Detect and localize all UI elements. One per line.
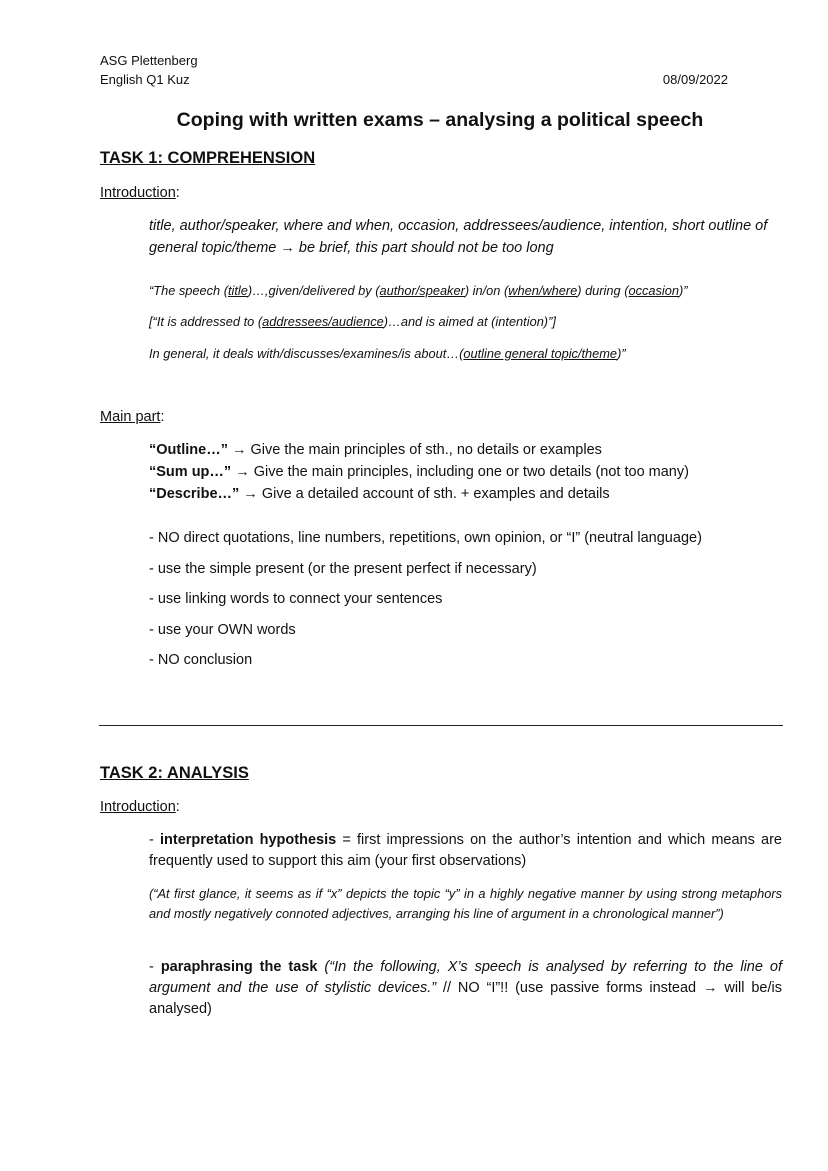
section-divider: [99, 725, 783, 726]
task1-example-sentence-1: [149, 282, 782, 300]
ex1-part: )…,given/delivered by (: [247, 283, 380, 298]
rule-item: - use your OWN words: [149, 622, 296, 638]
ex1-underlined: title: [227, 283, 248, 298]
task1-intro-elements: title, author/speaker, where and when, occasion, addressees/audience, intention, short outline of general topic/theme → be brief, this part should not be too long: [149, 218, 768, 256]
rule-item: - use the simple present (or the present perfect if necessary): [149, 561, 537, 577]
hypothesis-dash: -: [149, 832, 161, 848]
paraphrase-dash: -: [149, 959, 161, 975]
document-date: 08/09/2022: [662, 72, 728, 87]
task1-main-label: [100, 407, 164, 427]
ex3-part: In general, it deals with/discusses/examines/is about…(: [149, 346, 464, 361]
ex1-part: )”: [678, 283, 688, 298]
hypothesis-example: (“At first glance, it seems as if “x” depicts the topic “y” in a highly negative manner by using strong metaphors and mostly negatively connoted adjectives, arranging his line of argument in a chronological manner”): [149, 886, 782, 921]
ex2-part: )…and is aimed at (intention)”]: [383, 314, 556, 329]
rule-item: - use linking words to connect your sentences: [149, 591, 443, 607]
interpretation-hypothesis: [149, 830, 782, 872]
operator-sum-up: [149, 461, 782, 483]
school-name: ASG Plettenberg: [100, 53, 198, 68]
ex2-part: [“It is addressed to (: [149, 314, 263, 329]
paraphrasing-task: [149, 957, 782, 1020]
ex1-part: ) during (: [577, 283, 629, 298]
paraphrase-term: paraphrasing the task: [160, 959, 318, 975]
task2-heading: TASK 2: ANALYSIS: [100, 764, 249, 782]
page-title: Coping with written exams – analysing a political speech: [176, 109, 704, 131]
task1-example-sentence-2: [149, 313, 782, 331]
ex1-underlined: author/speaker: [379, 283, 465, 298]
operator-desc: → Give the main principles of sth., no details or examples: [227, 442, 602, 458]
task1-heading: TASK 1: COMPREHENSION: [100, 149, 316, 167]
task1-main-label-colon: :: [160, 409, 165, 425]
rule-item: - NO conclusion: [149, 652, 253, 668]
course-name: English Q1 Kuz: [100, 72, 190, 87]
operator-desc: → Give the main principles, including one or two details (not too many): [231, 464, 689, 480]
header-left: [100, 51, 198, 89]
operator-term: “Sum up…”: [149, 464, 232, 480]
task1-intro-label: [100, 183, 180, 203]
hypothesis-term: interpretation hypothesis: [160, 832, 337, 848]
task2-intro-label-text: Introduction: [100, 799, 176, 815]
operator-term: “Describe…”: [149, 486, 240, 502]
ex3-underlined: outline general topic/theme: [463, 346, 618, 361]
operator-describe: [149, 483, 782, 505]
operator-term: “Outline…”: [149, 442, 228, 458]
hypothesis-text: = first impressions on the author’s intention and which means are frequently used to support this aim (your first observations): [149, 832, 782, 869]
operator-desc: → Give a detailed account of sth. + examples and details: [239, 486, 610, 502]
operator-outline: [149, 439, 782, 461]
paraphrase-example: (“In the following, X’s speech is analysed by referring to the line of argument and the use of stylistic devices.”: [149, 959, 783, 996]
rule-item: - NO direct quotations, line numbers, repetitions, own opinion, or “I” (neutral language): [149, 530, 702, 546]
ex1-part: “The speech (: [149, 283, 228, 298]
task1-intro-label-colon: :: [175, 185, 180, 201]
ex2-underlined: addressees/audience: [262, 314, 384, 329]
task1-intro-label-text: Introduction: [100, 185, 176, 201]
task1-main-label-text: Main part: [100, 409, 161, 425]
ex1-part: ) in/on (: [464, 283, 509, 298]
ex3-part: )”: [617, 346, 626, 361]
task2-intro-label-colon: :: [175, 799, 180, 815]
ex1-underlined: occasion: [628, 283, 679, 298]
task2-intro-label: [100, 797, 180, 817]
ex1-underlined: when/where: [508, 283, 578, 298]
operators-list: [149, 439, 782, 505]
paraphrase-note: // NO “I”!! (use passive forms instead → will be/is analysed): [149, 980, 782, 1017]
task1-example-sentence-3: [149, 345, 782, 363]
